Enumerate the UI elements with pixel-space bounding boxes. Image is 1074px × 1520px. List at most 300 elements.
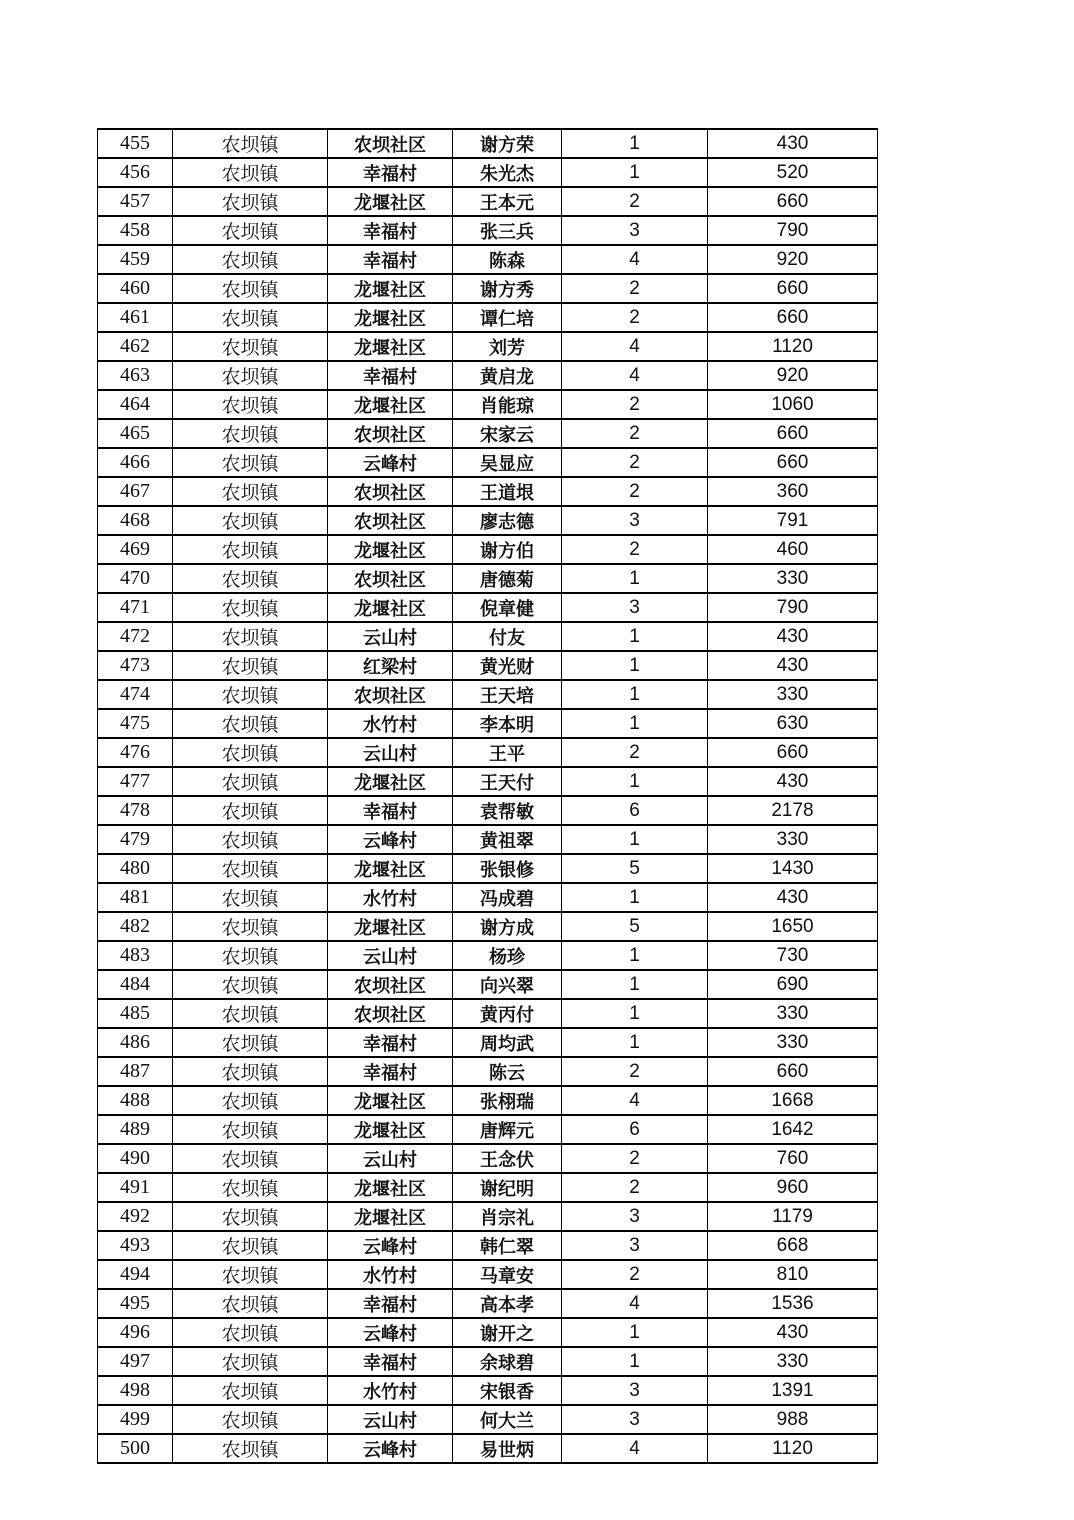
cell-village: 幸福村 <box>328 245 453 274</box>
table-row <box>98 1086 878 1115</box>
cell-count: 6 <box>562 1115 708 1144</box>
cell-person-name: 张栩瑞 <box>453 1086 562 1115</box>
cell-person-name: 向兴翠 <box>453 970 562 999</box>
cell-village: 云山村 <box>328 622 453 651</box>
cell-count: 2 <box>562 419 708 448</box>
cell-seq-number: 479 <box>98 825 173 854</box>
cell-village: 云峰村 <box>328 825 453 854</box>
cell-town: 农坝镇 <box>173 477 328 506</box>
cell-town: 农坝镇 <box>173 796 328 825</box>
cell-count: 4 <box>562 1289 708 1318</box>
cell-seq-number: 499 <box>98 1405 173 1434</box>
cell-town: 农坝镇 <box>173 941 328 970</box>
cell-amount: 660 <box>708 303 878 332</box>
cell-seq-number: 491 <box>98 1173 173 1202</box>
cell-count: 2 <box>562 1173 708 1202</box>
table-row <box>98 129 878 158</box>
cell-town: 农坝镇 <box>173 129 328 158</box>
cell-amount: 330 <box>708 1347 878 1376</box>
cell-person-name: 王平 <box>453 738 562 767</box>
table-row <box>98 361 878 390</box>
cell-person-name: 周均武 <box>453 1028 562 1057</box>
cell-village: 云山村 <box>328 738 453 767</box>
cell-town: 农坝镇 <box>173 419 328 448</box>
cell-person-name: 黄光财 <box>453 651 562 680</box>
cell-person-name: 余球碧 <box>453 1347 562 1376</box>
cell-village: 水竹村 <box>328 1376 453 1405</box>
table-row <box>98 477 878 506</box>
cell-seq-number: 500 <box>98 1434 173 1463</box>
cell-village: 幸福村 <box>328 1289 453 1318</box>
table-row <box>98 1347 878 1376</box>
cell-person-name: 袁帮敏 <box>453 796 562 825</box>
cell-village: 云峰村 <box>328 1231 453 1260</box>
cell-village: 龙堰社区 <box>328 1202 453 1231</box>
cell-town: 农坝镇 <box>173 361 328 390</box>
cell-seq-number: 484 <box>98 970 173 999</box>
cell-person-name: 廖志德 <box>453 506 562 535</box>
cell-seq-number: 496 <box>98 1318 173 1347</box>
cell-count: 1 <box>562 1028 708 1057</box>
cell-town: 农坝镇 <box>173 1086 328 1115</box>
cell-seq-number: 462 <box>98 332 173 361</box>
cell-seq-number: 498 <box>98 1376 173 1405</box>
cell-amount: 660 <box>708 448 878 477</box>
cell-village: 农坝社区 <box>328 129 453 158</box>
cell-count: 2 <box>562 1144 708 1173</box>
cell-amount: 430 <box>708 767 878 796</box>
cell-seq-number: 465 <box>98 419 173 448</box>
cell-town: 农坝镇 <box>173 1405 328 1434</box>
table-row <box>98 1057 878 1086</box>
cell-village: 龙堰社区 <box>328 912 453 941</box>
cell-count: 4 <box>562 361 708 390</box>
cell-town: 农坝镇 <box>173 158 328 187</box>
cell-amount: 330 <box>708 564 878 593</box>
cell-village: 红梁村 <box>328 651 453 680</box>
table-row <box>98 941 878 970</box>
cell-seq-number: 478 <box>98 796 173 825</box>
cell-count: 3 <box>562 216 708 245</box>
payment-roster-table <box>97 128 878 1464</box>
cell-amount: 460 <box>708 535 878 564</box>
cell-amount: 330 <box>708 825 878 854</box>
table-row <box>98 796 878 825</box>
cell-amount: 630 <box>708 709 878 738</box>
cell-seq-number: 458 <box>98 216 173 245</box>
cell-village: 水竹村 <box>328 709 453 738</box>
cell-person-name: 宋银香 <box>453 1376 562 1405</box>
cell-amount: 1060 <box>708 390 878 419</box>
cell-seq-number: 461 <box>98 303 173 332</box>
cell-amount: 660 <box>708 274 878 303</box>
cell-village: 龙堰社区 <box>328 303 453 332</box>
table-row <box>98 825 878 854</box>
cell-village: 龙堰社区 <box>328 1086 453 1115</box>
cell-count: 4 <box>562 1434 708 1463</box>
table-row <box>98 1028 878 1057</box>
cell-count: 2 <box>562 274 708 303</box>
cell-person-name: 王道垠 <box>453 477 562 506</box>
cell-village: 幸福村 <box>328 1028 453 1057</box>
cell-person-name: 谭仁培 <box>453 303 562 332</box>
cell-village: 云峰村 <box>328 1318 453 1347</box>
cell-village: 龙堰社区 <box>328 390 453 419</box>
cell-person-name: 唐辉元 <box>453 1115 562 1144</box>
cell-village: 龙堰社区 <box>328 1173 453 1202</box>
cell-village: 农坝社区 <box>328 564 453 593</box>
cell-person-name: 陈森 <box>453 245 562 274</box>
table-row <box>98 332 878 361</box>
cell-village: 幸福村 <box>328 1347 453 1376</box>
cell-person-name: 陈云 <box>453 1057 562 1086</box>
cell-town: 农坝镇 <box>173 593 328 622</box>
table-row <box>98 274 878 303</box>
cell-seq-number: 487 <box>98 1057 173 1086</box>
cell-person-name: 谢纪明 <box>453 1173 562 1202</box>
cell-person-name: 谢开之 <box>453 1318 562 1347</box>
cell-town: 农坝镇 <box>173 767 328 796</box>
cell-seq-number: 493 <box>98 1231 173 1260</box>
cell-amount: 730 <box>708 941 878 970</box>
cell-seq-number: 457 <box>98 187 173 216</box>
cell-town: 农坝镇 <box>173 622 328 651</box>
cell-person-name: 杨珍 <box>453 941 562 970</box>
cell-town: 农坝镇 <box>173 535 328 564</box>
roster-table-body <box>98 129 878 1463</box>
cell-amount: 430 <box>708 883 878 912</box>
cell-person-name: 朱光杰 <box>453 158 562 187</box>
cell-amount: 520 <box>708 158 878 187</box>
cell-amount: 660 <box>708 1057 878 1086</box>
cell-count: 5 <box>562 854 708 883</box>
cell-count: 2 <box>562 390 708 419</box>
cell-amount: 2178 <box>708 796 878 825</box>
cell-person-name: 谢方秀 <box>453 274 562 303</box>
cell-seq-number: 459 <box>98 245 173 274</box>
cell-seq-number: 470 <box>98 564 173 593</box>
cell-amount: 668 <box>708 1231 878 1260</box>
cell-amount: 1391 <box>708 1376 878 1405</box>
cell-town: 农坝镇 <box>173 448 328 477</box>
cell-seq-number: 475 <box>98 709 173 738</box>
cell-amount: 920 <box>708 361 878 390</box>
cell-person-name: 吴显应 <box>453 448 562 477</box>
cell-seq-number: 477 <box>98 767 173 796</box>
cell-village: 水竹村 <box>328 883 453 912</box>
cell-town: 农坝镇 <box>173 332 328 361</box>
cell-seq-number: 466 <box>98 448 173 477</box>
cell-amount: 1642 <box>708 1115 878 1144</box>
table-row <box>98 158 878 187</box>
cell-person-name: 付友 <box>453 622 562 651</box>
cell-town: 农坝镇 <box>173 970 328 999</box>
cell-count: 3 <box>562 1202 708 1231</box>
cell-town: 农坝镇 <box>173 1028 328 1057</box>
cell-amount: 1668 <box>708 1086 878 1115</box>
cell-count: 1 <box>562 680 708 709</box>
cell-count: 1 <box>562 564 708 593</box>
cell-village: 农坝社区 <box>328 680 453 709</box>
cell-amount: 330 <box>708 680 878 709</box>
cell-seq-number: 483 <box>98 941 173 970</box>
cell-village: 幸福村 <box>328 361 453 390</box>
cell-person-name: 王天付 <box>453 767 562 796</box>
table-row <box>98 1376 878 1405</box>
cell-count: 1 <box>562 1347 708 1376</box>
table-row <box>98 216 878 245</box>
cell-count: 2 <box>562 535 708 564</box>
cell-amount: 430 <box>708 1318 878 1347</box>
roster-table-container <box>97 128 878 1464</box>
table-row <box>98 1289 878 1318</box>
cell-seq-number: 489 <box>98 1115 173 1144</box>
cell-seq-number: 488 <box>98 1086 173 1115</box>
cell-count: 1 <box>562 158 708 187</box>
table-row <box>98 709 878 738</box>
cell-seq-number: 464 <box>98 390 173 419</box>
cell-town: 农坝镇 <box>173 1202 328 1231</box>
cell-town: 农坝镇 <box>173 738 328 767</box>
cell-count: 1 <box>562 129 708 158</box>
table-row <box>98 738 878 767</box>
table-row <box>98 680 878 709</box>
cell-count: 1 <box>562 1318 708 1347</box>
cell-amount: 1179 <box>708 1202 878 1231</box>
cell-village: 龙堰社区 <box>328 535 453 564</box>
cell-amount: 660 <box>708 187 878 216</box>
cell-count: 2 <box>562 1260 708 1289</box>
cell-village: 幸福村 <box>328 796 453 825</box>
cell-count: 2 <box>562 187 708 216</box>
table-row <box>98 390 878 419</box>
cell-amount: 330 <box>708 999 878 1028</box>
cell-count: 1 <box>562 941 708 970</box>
cell-amount: 430 <box>708 651 878 680</box>
cell-person-name: 王本元 <box>453 187 562 216</box>
cell-person-name: 王念伏 <box>453 1144 562 1173</box>
cell-count: 1 <box>562 767 708 796</box>
cell-seq-number: 482 <box>98 912 173 941</box>
cell-amount: 920 <box>708 245 878 274</box>
cell-village: 云山村 <box>328 941 453 970</box>
cell-village: 农坝社区 <box>328 970 453 999</box>
cell-count: 1 <box>562 970 708 999</box>
cell-amount: 690 <box>708 970 878 999</box>
cell-count: 2 <box>562 448 708 477</box>
cell-seq-number: 476 <box>98 738 173 767</box>
cell-count: 2 <box>562 1057 708 1086</box>
cell-amount: 988 <box>708 1405 878 1434</box>
cell-amount: 660 <box>708 738 878 767</box>
table-row <box>98 1144 878 1173</box>
table-row <box>98 651 878 680</box>
cell-count: 3 <box>562 593 708 622</box>
table-row <box>98 1318 878 1347</box>
cell-seq-number: 471 <box>98 593 173 622</box>
cell-seq-number: 495 <box>98 1289 173 1318</box>
table-row <box>98 912 878 941</box>
cell-seq-number: 481 <box>98 883 173 912</box>
cell-count: 4 <box>562 332 708 361</box>
table-row <box>98 767 878 796</box>
cell-person-name: 谢方伯 <box>453 535 562 564</box>
cell-town: 农坝镇 <box>173 1231 328 1260</box>
cell-seq-number: 480 <box>98 854 173 883</box>
cell-village: 龙堰社区 <box>328 1115 453 1144</box>
cell-town: 农坝镇 <box>173 1057 328 1086</box>
cell-seq-number: 460 <box>98 274 173 303</box>
cell-seq-number: 492 <box>98 1202 173 1231</box>
cell-town: 农坝镇 <box>173 274 328 303</box>
cell-town: 农坝镇 <box>173 709 328 738</box>
table-row <box>98 883 878 912</box>
cell-count: 3 <box>562 1231 708 1260</box>
cell-amount: 960 <box>708 1173 878 1202</box>
cell-person-name: 倪章健 <box>453 593 562 622</box>
cell-person-name: 易世炳 <box>453 1434 562 1463</box>
cell-town: 农坝镇 <box>173 245 328 274</box>
cell-town: 农坝镇 <box>173 912 328 941</box>
table-row <box>98 854 878 883</box>
cell-seq-number: 473 <box>98 651 173 680</box>
cell-town: 农坝镇 <box>173 1115 328 1144</box>
cell-town: 农坝镇 <box>173 1260 328 1289</box>
cell-town: 农坝镇 <box>173 564 328 593</box>
cell-town: 农坝镇 <box>173 390 328 419</box>
cell-person-name: 谢方成 <box>453 912 562 941</box>
cell-count: 6 <box>562 796 708 825</box>
cell-village: 龙堰社区 <box>328 274 453 303</box>
table-row <box>98 1405 878 1434</box>
cell-person-name: 韩仁翠 <box>453 1231 562 1260</box>
cell-person-name: 肖宗礼 <box>453 1202 562 1231</box>
table-row <box>98 970 878 999</box>
cell-village: 龙堰社区 <box>328 187 453 216</box>
cell-town: 农坝镇 <box>173 854 328 883</box>
cell-town: 农坝镇 <box>173 999 328 1028</box>
table-row <box>98 622 878 651</box>
table-row <box>98 564 878 593</box>
table-row <box>98 1434 878 1463</box>
cell-village: 云峰村 <box>328 1434 453 1463</box>
cell-count: 2 <box>562 477 708 506</box>
cell-village: 幸福村 <box>328 158 453 187</box>
cell-seq-number: 497 <box>98 1347 173 1376</box>
cell-seq-number: 469 <box>98 535 173 564</box>
cell-count: 1 <box>562 883 708 912</box>
cell-amount: 790 <box>708 593 878 622</box>
cell-town: 农坝镇 <box>173 216 328 245</box>
cell-person-name: 黄丙付 <box>453 999 562 1028</box>
cell-count: 5 <box>562 912 708 941</box>
cell-amount: 330 <box>708 1028 878 1057</box>
cell-person-name: 刘芳 <box>453 332 562 361</box>
cell-count: 3 <box>562 506 708 535</box>
cell-person-name: 何大兰 <box>453 1405 562 1434</box>
table-row <box>98 506 878 535</box>
cell-seq-number: 485 <box>98 999 173 1028</box>
cell-count: 4 <box>562 245 708 274</box>
cell-count: 2 <box>562 303 708 332</box>
cell-town: 农坝镇 <box>173 506 328 535</box>
cell-seq-number: 490 <box>98 1144 173 1173</box>
cell-village: 农坝社区 <box>328 419 453 448</box>
cell-town: 农坝镇 <box>173 1144 328 1173</box>
cell-amount: 660 <box>708 419 878 448</box>
cell-town: 农坝镇 <box>173 1173 328 1202</box>
cell-village: 云山村 <box>328 1144 453 1173</box>
cell-amount: 1430 <box>708 854 878 883</box>
cell-count: 3 <box>562 1405 708 1434</box>
cell-amount: 1650 <box>708 912 878 941</box>
cell-count: 1 <box>562 709 708 738</box>
cell-amount: 430 <box>708 622 878 651</box>
cell-seq-number: 463 <box>98 361 173 390</box>
cell-person-name: 谢方荣 <box>453 129 562 158</box>
table-row <box>98 245 878 274</box>
cell-count: 1 <box>562 622 708 651</box>
cell-village: 幸福村 <box>328 1057 453 1086</box>
cell-village: 云山村 <box>328 1405 453 1434</box>
cell-town: 农坝镇 <box>173 680 328 709</box>
cell-town: 农坝镇 <box>173 1434 328 1463</box>
cell-seq-number: 474 <box>98 680 173 709</box>
cell-person-name: 宋家云 <box>453 419 562 448</box>
cell-person-name: 冯成碧 <box>453 883 562 912</box>
table-row <box>98 419 878 448</box>
cell-amount: 810 <box>708 1260 878 1289</box>
cell-town: 农坝镇 <box>173 825 328 854</box>
cell-seq-number: 468 <box>98 506 173 535</box>
cell-town: 农坝镇 <box>173 1347 328 1376</box>
cell-amount: 1120 <box>708 332 878 361</box>
cell-person-name: 张三兵 <box>453 216 562 245</box>
cell-amount: 360 <box>708 477 878 506</box>
cell-person-name: 马章安 <box>453 1260 562 1289</box>
cell-seq-number: 472 <box>98 622 173 651</box>
cell-seq-number: 486 <box>98 1028 173 1057</box>
table-row <box>98 1202 878 1231</box>
cell-amount: 791 <box>708 506 878 535</box>
cell-count: 1 <box>562 999 708 1028</box>
cell-person-name: 张银修 <box>453 854 562 883</box>
cell-seq-number: 456 <box>98 158 173 187</box>
cell-count: 1 <box>562 825 708 854</box>
table-row <box>98 999 878 1028</box>
cell-village: 龙堰社区 <box>328 332 453 361</box>
cell-village: 龙堰社区 <box>328 854 453 883</box>
cell-person-name: 高本孝 <box>453 1289 562 1318</box>
table-row <box>98 303 878 332</box>
cell-person-name: 李本明 <box>453 709 562 738</box>
cell-village: 龙堰社区 <box>328 767 453 796</box>
cell-amount: 1536 <box>708 1289 878 1318</box>
cell-town: 农坝镇 <box>173 187 328 216</box>
cell-person-name: 唐德菊 <box>453 564 562 593</box>
cell-town: 农坝镇 <box>173 1289 328 1318</box>
cell-count: 4 <box>562 1086 708 1115</box>
table-row <box>98 1260 878 1289</box>
cell-town: 农坝镇 <box>173 1376 328 1405</box>
cell-seq-number: 494 <box>98 1260 173 1289</box>
table-row <box>98 1231 878 1260</box>
cell-village: 龙堰社区 <box>328 593 453 622</box>
cell-village: 幸福村 <box>328 216 453 245</box>
cell-village: 农坝社区 <box>328 506 453 535</box>
cell-amount: 1120 <box>708 1434 878 1463</box>
cell-town: 农坝镇 <box>173 303 328 332</box>
